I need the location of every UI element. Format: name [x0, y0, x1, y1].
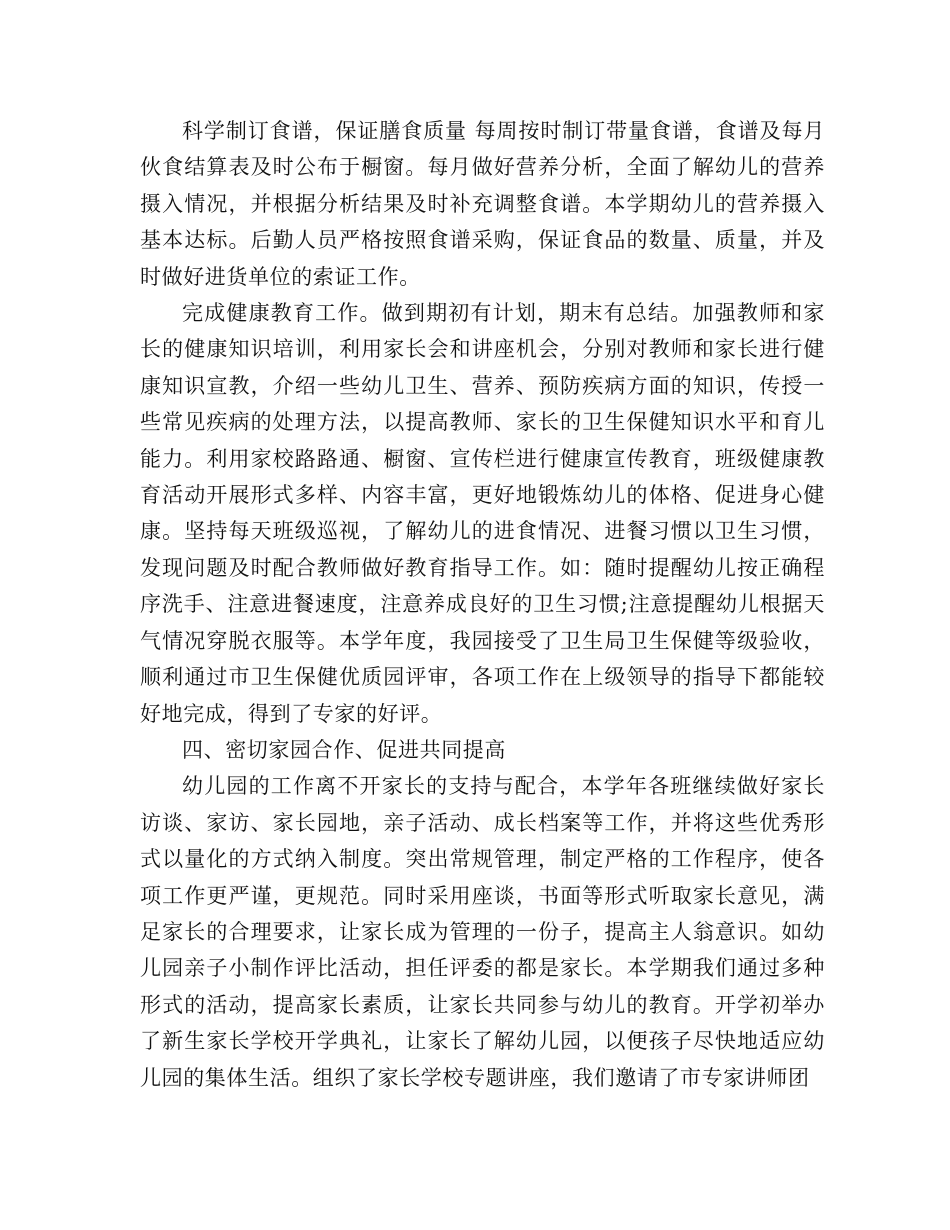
paragraph-health-education: 完成健康教育工作。做到期初有计划，期末有总结。加强教师和家长的健康知识培训，利用家长会和讲座机会，分别对教师和家长进行健康知识宣教，介绍一些幼儿卫生、营养、预防疾病方面的知识，传授一些常见疾病的处理方法，以提高教师、家长的卫生保健知识水平和育儿能力。利用家校路路通、橱窗、宣传栏进行健康宣传教育，班级健康教育活动开展形式多样、内容丰富，更好地锻炼幼儿的体格、促进身心健康。坚持每天班级巡视，了解幼儿的进食情况、进餐习惯以卫生习惯，发现问题及时配合教师做好教育指导工作。如：随时提醒幼儿按正确程序洗手、注意进餐速度，注意养成良好的卫生习惯;注意提醒幼儿根据天气情况穿脱衣服等。本学年度，我园接受了卫生局卫生保健等级验收，顺利通过市卫生保健优质园评审，各项工作在上级领导的指导下都能较好地完成，得到了专家的好评。 [140, 301, 825, 726]
paragraph-parent-cooperation: 幼儿园的工作离不开家长的支持与配合，本学年各班继续做好家长访谈、家访、家长园地，亲子活动、成长档案等工作，并将这些优秀形式以量化的方式纳入制度。突出常规管理，制定严格的工作程序，使各项工作更严谨，更规范。同时采用座谈，书面等形式听取家长意见，满足家长的合理要求，让家长成为管理的一份子，提高主人翁意识。如幼儿园亲子小制作评比活动，担任评委的都是家长。本学期我们通过多种形式的活动，提高家长素质，让家长共同参与幼儿的教育。开学初举办了新生家长学校开学典礼，让家长了解幼儿园，以便孩子尽快地适应幼儿园的集体生活。组织了家长学校专题讲座，我们邀请了市专家讲师团 [140, 774, 825, 1090]
paragraph-meal-planning: 科学制订食谱，保证膳食质量 每周按时制订带量食谱，食谱及每月伙食结算表及时公布于橱窗。每月做好营养分析，全面了解幼儿的营养摄入情况，并根据分析结果及时补充调整食谱。本学期幼儿的营养摄入基本达标。后勤人员严格按照食谱采购，保证食品的数量、质量，并及时做好进货单位的索证工作。 [140, 119, 825, 289]
section-heading-home-school-cooperation: 四、密切家园合作、促进共同提高 [182, 737, 506, 762]
document-body [140, 113, 825, 1096]
